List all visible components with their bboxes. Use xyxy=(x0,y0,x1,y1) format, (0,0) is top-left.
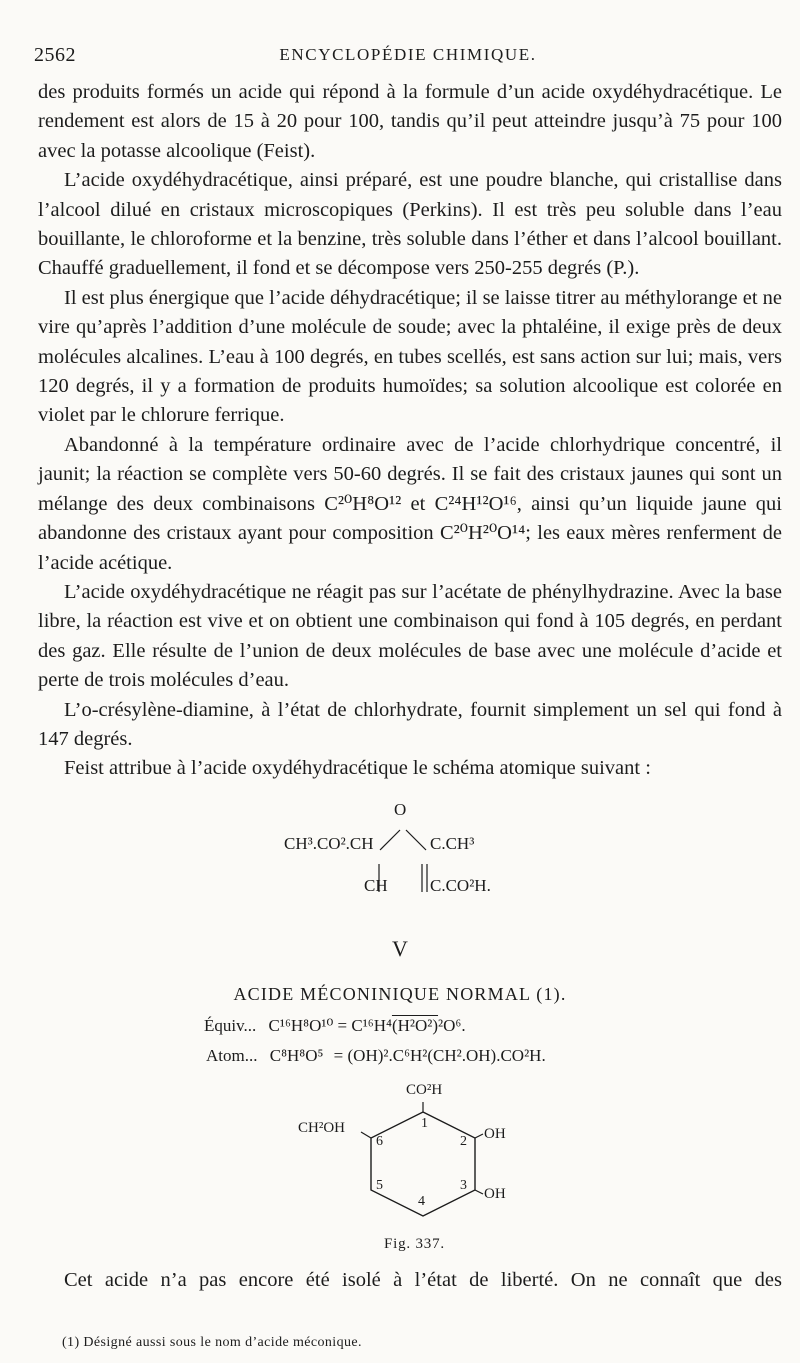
atom-rhs: = (OH)².C⁶H²(CH².OH).CO²H. xyxy=(333,1046,546,1065)
paragraph: des produits formés un acide qui répond à la formule d’un acide oxydéhydracétique. Le rendement est alors de 15 à 20 pour 100, tandis qu’il peut atteindre jusqu’à 75 pour 100 avec la potasse alcoolique (Feist). xyxy=(38,81,782,162)
equiv-rhs: C¹⁶H⁴ xyxy=(351,1016,392,1035)
scheme-left-top: CH³.CO².CH xyxy=(284,834,374,853)
position-3: 3 xyxy=(460,1178,467,1193)
running-title: ENCYCLOPÉDIE CHIMIQUE. xyxy=(279,45,537,64)
position-1: 1 xyxy=(421,1116,428,1131)
equiv-formula-row xyxy=(204,1016,466,1036)
page-header xyxy=(34,44,782,74)
scheme-left-bottom: CH xyxy=(364,876,388,895)
equiv-rhs-group: (H²O²) xyxy=(391,1016,439,1035)
paragraph: Il est plus énergique que l’acide déhydracétique; il se laisse titrer au méthylorange et ne vire qu’après l’addition d’une molécule de soude; avec la phtaléine, il exige près de deux molécules alcalines. L’eau à 100 degrés, en tubes scellés, est sans action sur lui; mais, vers 120 degrés, il y a formation de produits humoïdes; sa solution alcoolique est colorée en violet par le chlorure ferrique. xyxy=(38,286,782,427)
section-title: ACIDE MÉCONINIQUE NORMAL (1). xyxy=(233,984,567,1004)
paragraph: L’acide oxydéhydracétique ne réagit pas sur l’acétate de phénylhydrazine. Avec la base libre, la réaction est vive et on obtient une combinaison qui fond à 105 degrés, en perdant des gaz. Elle résulte de l’union de deux molécules de base avec une molécule d’acide et perte de trois molécules d’eau. xyxy=(38,580,782,692)
atom-formula: C⁸H⁸O⁵ xyxy=(269,1046,324,1065)
text-run: ; les eaux mères renferment de l’acide acétique. xyxy=(38,522,782,574)
left-group: CH²OH xyxy=(298,1120,345,1136)
page-number: 2562 xyxy=(34,44,76,66)
text-run: et xyxy=(410,492,426,515)
equiv-formula: C¹⁶H⁸O¹⁰ xyxy=(268,1016,334,1035)
scheme-right-top: C.CH³ xyxy=(430,834,475,853)
formula: C²⁰H²⁰O¹⁴ xyxy=(439,522,526,545)
body-text xyxy=(38,78,782,784)
right-group-oh: OH xyxy=(484,1126,506,1142)
footnote: (1) Désigné aussi sous le nom d’acide méconique. xyxy=(62,1335,362,1350)
ring-structure xyxy=(290,1080,520,1260)
closing-line: Cet acide n’a pas encore été isolé à l’état de liberté. On ne connaît que des xyxy=(64,1269,782,1291)
position-4: 4 xyxy=(418,1194,425,1209)
position-6: 6 xyxy=(376,1134,383,1149)
position-5: 5 xyxy=(376,1178,383,1193)
benzene-ring-figure xyxy=(290,1080,520,1260)
scheme-right-bottom: C.CO²H. xyxy=(430,876,491,895)
right-group-oh: OH xyxy=(484,1186,506,1202)
formula: C²⁴H¹²O¹⁶ xyxy=(434,492,517,515)
paragraph: Feist attribue à l’acide oxydéhydracétique le schéma atomique suivant : xyxy=(64,757,651,780)
equiv-label: Équiv... xyxy=(204,1016,257,1035)
section-number: V xyxy=(392,936,408,961)
equiv-equals: = xyxy=(337,1016,348,1035)
atomic-scheme xyxy=(280,800,520,900)
equiv-rhs-end: ²O⁶. xyxy=(438,1016,466,1035)
top-group: CO²H xyxy=(406,1082,443,1098)
text-run: , ainsi qu’un liquide jaune qui abandonne des cristaux ayant pour composition xyxy=(38,492,783,545)
paragraph: L’o-crésylène-diamine, à l’état de chlorhydrate, fournit simplement un sel qui fond à 147 degrés. xyxy=(38,698,782,750)
paragraph xyxy=(38,431,782,578)
figure-caption: Fig. 337. xyxy=(384,1236,445,1252)
formula: C²⁰H⁸O¹² xyxy=(324,492,402,515)
position-2: 2 xyxy=(460,1134,467,1149)
paragraph: L’acide oxydéhydracétique, ainsi préparé, est une poudre blanche, qui cristallise dans l’alcool dilué en cristaux microscopiques (Perkins). Il est très peu soluble dans l’eau bouillante, le chloroforme et la benzine, très soluble dans l’éther et dans l’alcool bouillant. Chauffé graduellement, il fond et se décompose vers 250-255 degrés (P.). xyxy=(38,169,782,280)
text-run: Abandonné à la température ordinaire avec de l’acide chlorhydrique concentré, il jaunit; la réaction se complète vers 50-60 degrés. Il se fait des cristaux jaunes qui sont un mélange des deux combinaisons xyxy=(38,433,782,515)
scheme-oxygen: O xyxy=(394,800,407,819)
atom-formula-row xyxy=(206,1046,546,1066)
atom-label: Atom... xyxy=(206,1046,258,1065)
